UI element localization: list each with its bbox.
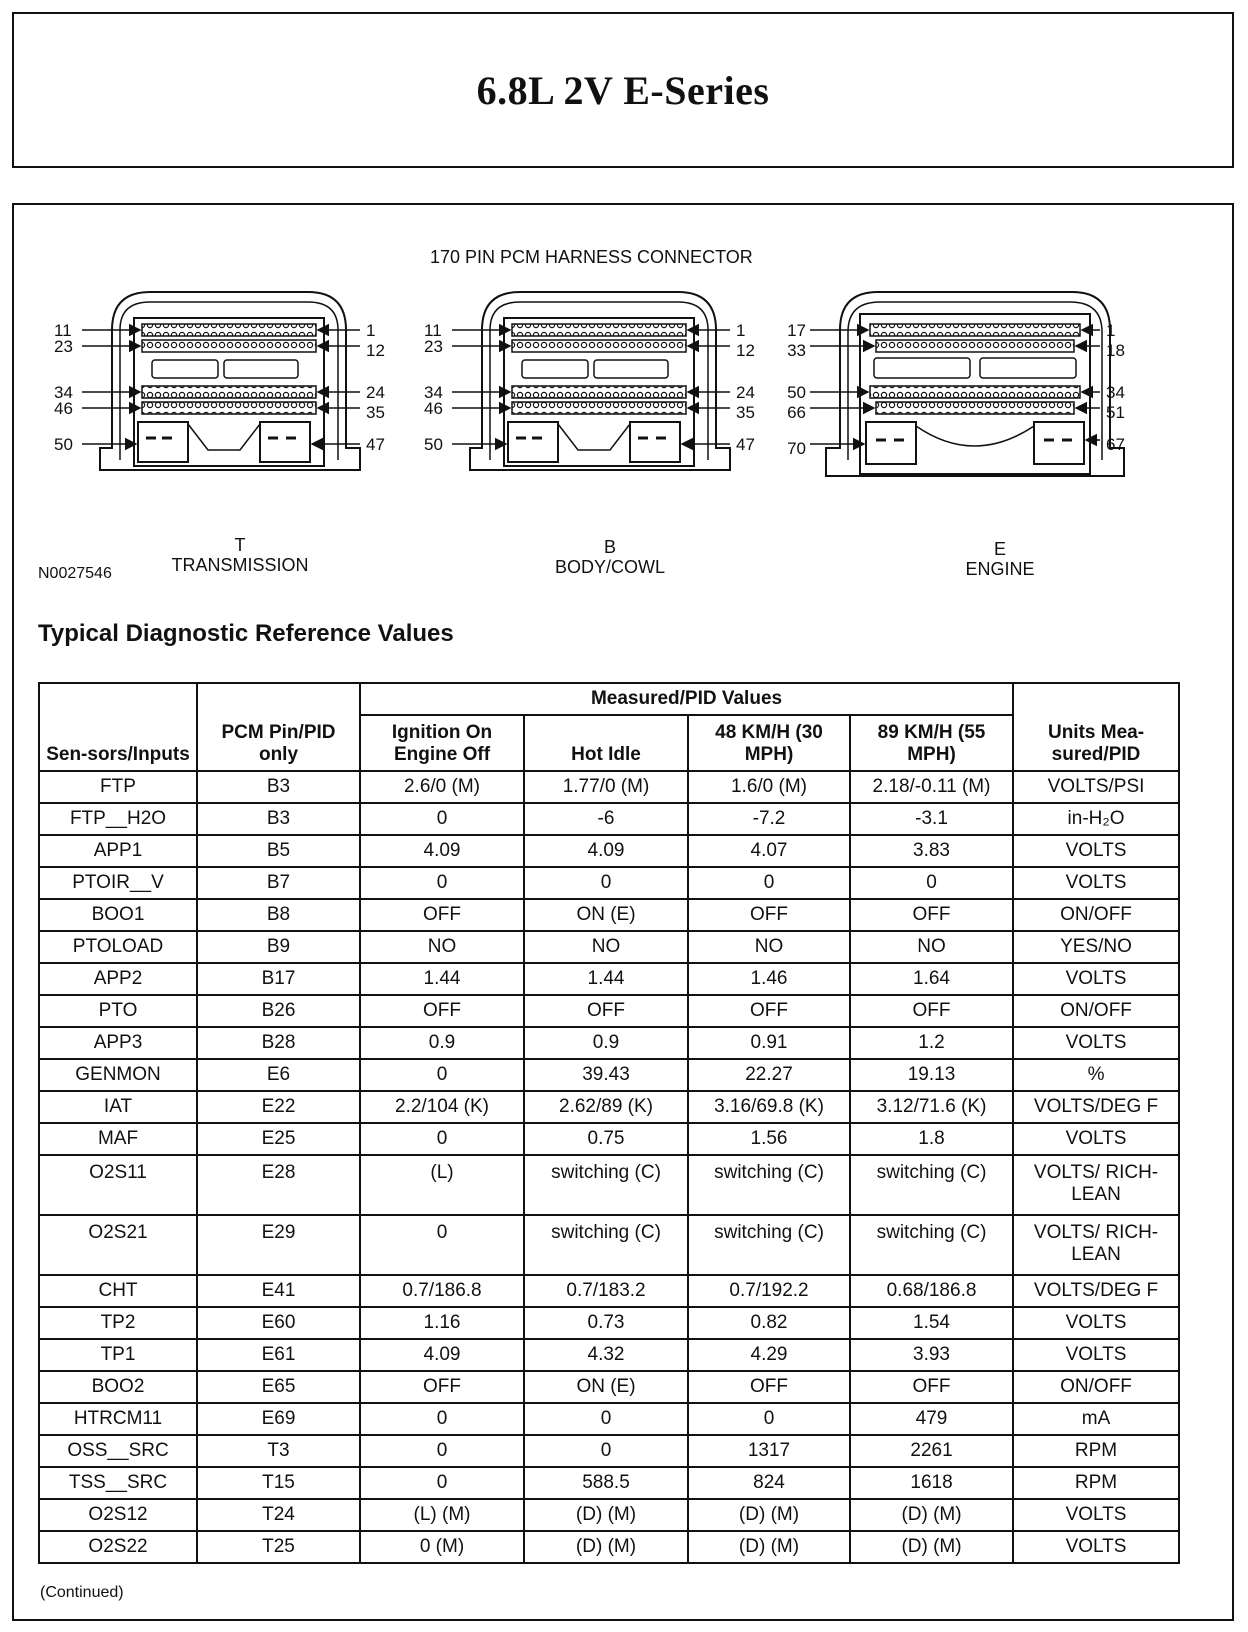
pin-label: 34	[424, 383, 443, 402]
table-cell: E29	[197, 1215, 360, 1275]
table-cell: ON (E)	[524, 1371, 688, 1403]
table-cell: E60	[197, 1307, 360, 1339]
table-cell: FTP	[39, 771, 197, 803]
table-cell: O2S22	[39, 1531, 197, 1563]
table-cell: BOO2	[39, 1371, 197, 1403]
table-cell: 0.9	[524, 1027, 688, 1059]
table-row	[39, 835, 1179, 867]
table-cell: switching (C)	[850, 1215, 1013, 1275]
table-cell: 0	[524, 1403, 688, 1435]
table-cell: 1317	[688, 1435, 850, 1467]
header-hot-idle: Hot Idle	[524, 715, 688, 771]
table-cell: 0.75	[524, 1123, 688, 1155]
table-row	[39, 1155, 1179, 1215]
table-cell: switching (C)	[688, 1215, 850, 1275]
table-cell: -6	[524, 803, 688, 835]
pin-label: 23	[424, 337, 443, 356]
pin-label: 46	[54, 399, 73, 418]
connector-e	[826, 292, 1124, 476]
caption-body-cowl	[520, 537, 700, 577]
pin-label: 70	[787, 439, 806, 458]
table-cell: OFF	[524, 995, 688, 1027]
table-cell: OFF	[360, 995, 524, 1027]
header-pcm-pin: PCM Pin/PID only	[197, 683, 360, 771]
table-cell: E25	[197, 1123, 360, 1155]
table-cell: 0.7/183.2	[524, 1275, 688, 1307]
table-cell: APP1	[39, 835, 197, 867]
table-cell: VOLTS/DEG F	[1013, 1275, 1179, 1307]
table-row	[39, 803, 1179, 835]
table-cell: 479	[850, 1403, 1013, 1435]
table-cell: 0	[360, 1435, 524, 1467]
table-row	[39, 1403, 1179, 1435]
table-cell: switching (C)	[850, 1155, 1013, 1215]
table-cell: 0	[688, 867, 850, 899]
table-cell: 3.83	[850, 835, 1013, 867]
table-cell: 1.6/0 (M)	[688, 771, 850, 803]
caption-name: BODY/COWL	[554, 557, 665, 577]
caption-letter: B	[603, 537, 616, 557]
header-48kmh: 48 KM/H (30 MPH)	[688, 715, 850, 771]
table-cell: HTRCM11	[39, 1403, 197, 1435]
pin-label: 35	[736, 403, 755, 422]
table-row	[39, 995, 1179, 1027]
table-cell: APP2	[39, 963, 197, 995]
table-cell: E41	[197, 1275, 360, 1307]
table-cell: 0	[688, 1403, 850, 1435]
table-cell: O2S21	[39, 1215, 197, 1275]
table-cell: 0	[850, 867, 1013, 899]
footnote-continued: (Continued)	[40, 1584, 124, 1601]
table-row	[39, 1059, 1179, 1091]
table-cell: GENMON	[39, 1059, 197, 1091]
table-cell: E69	[197, 1403, 360, 1435]
table-cell: %	[1013, 1059, 1179, 1091]
table-cell: T15	[197, 1467, 360, 1499]
table-cell: 4.07	[688, 835, 850, 867]
table-row	[39, 1531, 1179, 1563]
table-cell: ON/OFF	[1013, 995, 1179, 1027]
table-cell: 0	[360, 1403, 524, 1435]
header-89kmh: 89 KM/H (55 MPH)	[850, 715, 1013, 771]
pin-label: 1	[366, 321, 376, 340]
table-cell: CHT	[39, 1275, 197, 1307]
section-title: Typical Diagnostic Reference Values	[38, 620, 454, 647]
table-cell: 0	[360, 1059, 524, 1091]
caption-name: ENGINE	[965, 559, 1035, 579]
table-cell: B26	[197, 995, 360, 1027]
table-cell: OFF	[688, 1371, 850, 1403]
pin-label: 66	[787, 403, 806, 422]
pin-label: 12	[366, 341, 385, 360]
table-cell: 3.12/71.6 (K)	[850, 1091, 1013, 1123]
caption-name: TRANSMISSION	[171, 555, 309, 575]
table-cell: switching (C)	[524, 1215, 688, 1275]
table-cell: 588.5	[524, 1467, 688, 1499]
pin-label: 50	[787, 383, 806, 402]
table-cell: TP1	[39, 1339, 197, 1371]
table-cell: VOLTS/ RICH-LEAN	[1013, 1155, 1179, 1215]
pin-label: 23	[54, 337, 73, 356]
table-cell: VOLTS	[1013, 1339, 1179, 1371]
table-cell: PTOLOAD	[39, 931, 197, 963]
table-row	[39, 899, 1179, 931]
pin-label: 24	[736, 383, 755, 402]
table-cell: ON/OFF	[1013, 899, 1179, 931]
table-cell: 3.93	[850, 1339, 1013, 1371]
table-cell: B5	[197, 835, 360, 867]
table-cell: E28	[197, 1155, 360, 1215]
table-cell: 0	[360, 867, 524, 899]
table-cell: 1.44	[360, 963, 524, 995]
table-cell: VOLTS	[1013, 1123, 1179, 1155]
table-cell: 0.9	[360, 1027, 524, 1059]
table-row	[39, 1027, 1179, 1059]
pin-label: 1	[1106, 321, 1116, 340]
page-title: 6.8L 2V E-Series	[476, 67, 770, 113]
table-cell: OFF	[360, 1371, 524, 1403]
caption-transmission	[150, 535, 330, 575]
table-row	[39, 1339, 1179, 1371]
table-cell: 0	[360, 1467, 524, 1499]
table-cell: TSS__SRC	[39, 1467, 197, 1499]
table-cell: 1.46	[688, 963, 850, 995]
table-cell: OSS__SRC	[39, 1435, 197, 1467]
pin-label: 34	[1106, 383, 1125, 402]
pin-label: 51	[1106, 403, 1125, 422]
table-cell: 0 (M)	[360, 1531, 524, 1563]
table-cell: E6	[197, 1059, 360, 1091]
table-cell: B9	[197, 931, 360, 963]
table-cell: 0	[524, 1435, 688, 1467]
table-row	[39, 1215, 1179, 1275]
table-cell: O2S11	[39, 1155, 197, 1215]
table-cell: 0	[360, 1215, 524, 1275]
table-cell: -3.1	[850, 803, 1013, 835]
table-cell: B3	[197, 771, 360, 803]
table-cell: VOLTS	[1013, 1499, 1179, 1531]
caption-letter: T	[234, 535, 246, 555]
table-cell: B3	[197, 803, 360, 835]
table-cell: B28	[197, 1027, 360, 1059]
table-cell: 0.7/192.2	[688, 1275, 850, 1307]
table-cell: 2261	[850, 1435, 1013, 1467]
table-cell: PTOIR__V	[39, 867, 197, 899]
table-cell: 0.82	[688, 1307, 850, 1339]
table-cell: 1.64	[850, 963, 1013, 995]
table-cell: 0.73	[524, 1307, 688, 1339]
table-cell: -7.2	[688, 803, 850, 835]
table-cell: (D) (M)	[850, 1499, 1013, 1531]
caption-letter: E	[993, 539, 1006, 559]
pin-label: 47	[366, 435, 385, 454]
table-cell: IAT	[39, 1091, 197, 1123]
table-cell: (D) (M)	[524, 1499, 688, 1531]
pin-label: 11	[424, 321, 442, 340]
pin-label: 50	[54, 435, 73, 454]
pin-label: 18	[1106, 341, 1125, 360]
table-cell: T3	[197, 1435, 360, 1467]
table-cell: 2.6/0 (M)	[360, 771, 524, 803]
table-cell: O2S12	[39, 1499, 197, 1531]
table-cell: 0	[360, 1123, 524, 1155]
table-cell: NO	[688, 931, 850, 963]
table-cell: FTP__H2O	[39, 803, 197, 835]
table-cell: 1.44	[524, 963, 688, 995]
table-cell: OFF	[850, 1371, 1013, 1403]
table-cell: 0	[524, 867, 688, 899]
table-cell: 19.13	[850, 1059, 1013, 1091]
table-row	[39, 1499, 1179, 1531]
table-cell: 0.68/186.8	[850, 1275, 1013, 1307]
table-cell: 4.09	[360, 1339, 524, 1371]
table-cell: 1.54	[850, 1307, 1013, 1339]
table-row	[39, 1467, 1179, 1499]
table-cell: 4.29	[688, 1339, 850, 1371]
pin-label: 1	[736, 321, 746, 340]
table-cell: YES/NO	[1013, 931, 1179, 963]
table-cell: VOLTS	[1013, 963, 1179, 995]
table-cell: 1618	[850, 1467, 1013, 1499]
table-cell: 824	[688, 1467, 850, 1499]
table-cell: (D) (M)	[524, 1531, 688, 1563]
table-cell: E22	[197, 1091, 360, 1123]
table-cell: switching (C)	[688, 1155, 850, 1215]
table-cell: 1.2	[850, 1027, 1013, 1059]
table-cell: NO	[360, 931, 524, 963]
table-cell: 22.27	[688, 1059, 850, 1091]
table-cell: (L) (M)	[360, 1499, 524, 1531]
table-cell: 0	[360, 803, 524, 835]
table-cell: VOLTS	[1013, 1027, 1179, 1059]
pin-label: 11	[54, 321, 72, 340]
caption-engine	[910, 539, 1090, 579]
table-row	[39, 867, 1179, 899]
pin-label: 24	[366, 383, 385, 402]
header-sensors: Sen-sors/Inputs	[39, 683, 197, 771]
pin-label: 67	[1106, 435, 1125, 454]
table-cell: BOO1	[39, 899, 197, 931]
table-cell: VOLTS/ RICH-LEAN	[1013, 1215, 1179, 1275]
table-cell: OFF	[850, 995, 1013, 1027]
table-cell: 1.77/0 (M)	[524, 771, 688, 803]
table-cell: 2.2/104 (K)	[360, 1091, 524, 1123]
table-cell: 4.09	[524, 835, 688, 867]
table-cell: 39.43	[524, 1059, 688, 1091]
table-cell: E61	[197, 1339, 360, 1371]
table-cell: NO	[850, 931, 1013, 963]
table-cell: NO	[524, 931, 688, 963]
table-cell: 2.18/-0.11 (M)	[850, 771, 1013, 803]
table-row	[39, 931, 1179, 963]
table-row	[39, 1371, 1179, 1403]
table-cell: 1.8	[850, 1123, 1013, 1155]
table-cell: RPM	[1013, 1467, 1179, 1499]
table-row	[39, 771, 1179, 803]
table-cell: VOLTS	[1013, 835, 1179, 867]
pin-label: 34	[54, 383, 73, 402]
pin-label: 47	[736, 435, 755, 454]
table-cell: APP3	[39, 1027, 197, 1059]
table-cell: ON/OFF	[1013, 1371, 1179, 1403]
table-row	[39, 1091, 1179, 1123]
pin-label: 33	[787, 341, 806, 360]
table-cell: 3.16/69.8 (K)	[688, 1091, 850, 1123]
table-cell: VOLTS	[1013, 867, 1179, 899]
table-cell: ON (E)	[524, 899, 688, 931]
table-cell: (L)	[360, 1155, 524, 1215]
pin-label: 46	[424, 399, 443, 418]
table-row	[39, 963, 1179, 995]
header-measured-group: Measured/PID Values	[360, 683, 1013, 715]
table-cell: 1.56	[688, 1123, 850, 1155]
table-cell: B7	[197, 867, 360, 899]
table-cell: VOLTS/DEG F	[1013, 1091, 1179, 1123]
table-cell: mA	[1013, 1403, 1179, 1435]
table-cell: B8	[197, 899, 360, 931]
table-cell: B17	[197, 963, 360, 995]
table-cell: in-H₂O	[1013, 803, 1179, 835]
table-cell: 2.62/89 (K)	[524, 1091, 688, 1123]
table-cell: OFF	[688, 899, 850, 931]
table-row	[39, 1307, 1179, 1339]
table-cell: 4.32	[524, 1339, 688, 1371]
header-ignition-on: Ignition On Engine Off	[360, 715, 524, 771]
pin-label: 17	[787, 321, 806, 340]
reference-values-table	[38, 682, 1180, 1564]
table-cell: 1.16	[360, 1307, 524, 1339]
table-cell: (D) (M)	[850, 1531, 1013, 1563]
table-row	[39, 1275, 1179, 1307]
pin-label: 35	[366, 403, 385, 422]
table-cell: E65	[197, 1371, 360, 1403]
table-cell: TP2	[39, 1307, 197, 1339]
table-cell: (D) (M)	[688, 1499, 850, 1531]
table-cell: (D) (M)	[688, 1531, 850, 1563]
figure-id: N0027546	[38, 565, 112, 582]
connector-title: 170 PIN PCM HARNESS CONNECTOR	[430, 247, 753, 267]
table-cell: RPM	[1013, 1435, 1179, 1467]
table-row	[39, 1123, 1179, 1155]
pin-label: 50	[424, 435, 443, 454]
table-cell: 4.09	[360, 835, 524, 867]
table-cell: 0.91	[688, 1027, 850, 1059]
table-cell: VOLTS/PSI	[1013, 771, 1179, 803]
table-cell: MAF	[39, 1123, 197, 1155]
table-row	[39, 1435, 1179, 1467]
table-cell: OFF	[850, 899, 1013, 931]
table-cell: switching (C)	[524, 1155, 688, 1215]
header-units: Units Mea-sured/PID	[1013, 683, 1179, 771]
table-cell: OFF	[688, 995, 850, 1027]
pin-label: 12	[736, 341, 755, 360]
table-cell: 0.7/186.8	[360, 1275, 524, 1307]
table-cell: VOLTS	[1013, 1307, 1179, 1339]
table-cell: OFF	[360, 899, 524, 931]
table-cell: T24	[197, 1499, 360, 1531]
table-cell: VOLTS	[1013, 1531, 1179, 1563]
title-box	[12, 12, 1234, 168]
table-cell: PTO	[39, 995, 197, 1027]
table-cell: T25	[197, 1531, 360, 1563]
